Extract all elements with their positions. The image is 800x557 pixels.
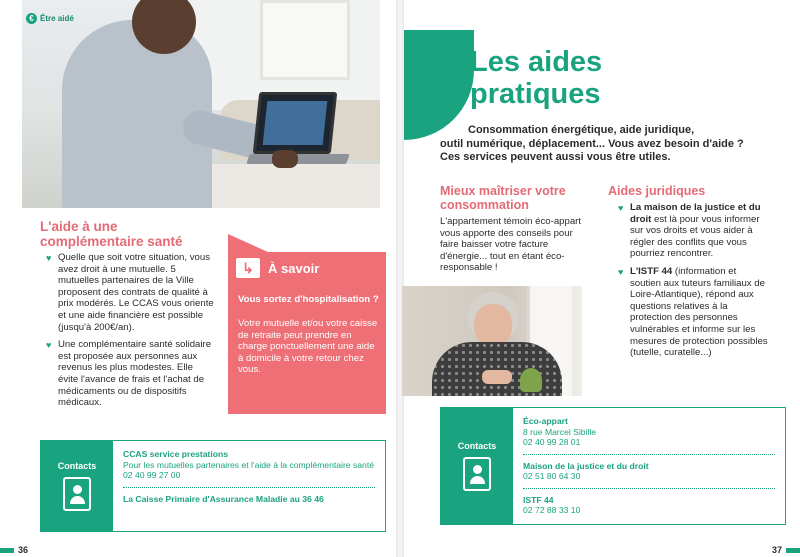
page-number-left: 36 [0,545,28,555]
section-tag [26,13,74,24]
contact-phone: 02 40 99 28 01 [523,437,581,447]
tag-label: Être aidé [40,14,74,23]
legal-list [618,202,768,365]
a-savoir-question: Vous sortez d'hospitalisation ? [238,294,379,305]
list-item: ♥ Quelle que soit votre situation, vous avez droit à une mutuelle. 5 mutuelles partenaires de la Ville proposent des contrats de qualité à prix modérés. Le CCAS vous oriente et une aide financière est possible (jusqu'à 200€/an). [46,252,214,333]
contacts-side [441,408,513,524]
mutuelle-list [46,252,214,415]
contact-name: Éco-appart [523,416,568,426]
list-item: ♥ La maison de la justice et du droit est là pour vous informer sur vos droits et vous aider à régler des conflits que vous pourriez rencontrer. [618,202,761,260]
section-title-mutuelle: L'aide à une complémentaire santé [40,219,183,249]
intro-text: Consommation énergétique, aide juridique, outil numérique, déplacement... Vous avez besoin d'aide ? Ces services peuvent aussi vous être utiles. [440,124,744,163]
contact-name: La Caisse Primaire d'Assurance Maladie au 36 46 [123,493,324,504]
elderly-woman-photo [402,286,582,396]
heart-icon: ♥ [46,253,52,263]
heart-icon: ♥ [618,203,624,213]
contact-card-icon [63,477,91,511]
section-title-energy: Mieux maîtriser votre consommation [440,184,566,212]
contacts-label: Contacts [457,441,497,451]
contacts-side [41,441,113,531]
a-savoir-answer: Votre mutuelle et/ou votre caisse de retraite peut prendre en charge ponctuellement une aide à domicile à votre retour chez vous. [238,318,378,375]
a-savoir-box [228,234,386,414]
contact-name: Maison de la justice et du droit [523,460,649,471]
tag-icon: € [26,13,37,24]
man-laptop-photo [22,0,380,208]
energy-text: L'appartement témoin éco-appart vous apporte des conseils pour faire baisser votre facture d'énergie... tout en étant éco-responsable ! [440,216,582,273]
contact-phone: 02 51 80 64 30 [523,471,581,481]
contacts-label: Contacts [57,461,97,471]
page-title: Les aides pratiques [470,46,603,110]
book-gutter [396,0,404,557]
contact-address: 8 rue Marcel Sibille [523,426,597,437]
heart-icon: ♥ [46,340,52,351]
section-title-legal: Aides juridiques [608,184,706,198]
page-number-right: 37 [772,545,800,555]
contact-name: CCAS service prestations [123,449,229,459]
contact-name: ISTF 44 [523,494,554,505]
contact-phone: 02 40 99 27 00 [123,470,181,480]
a-savoir-heading: À savoir [268,260,320,276]
contact-desc: Pour les mutuelles partenaires et l'aide à la complémentaire santé [123,459,374,470]
contacts-box-right [440,407,786,525]
heart-icon: ♥ [618,266,624,277]
list-item: ♥ L'ISTF 44 (information et soutien aux tuteurs familiaux de Loire-Atlantique), répond aux questions relatives à la protection des personnes vulnérables et informe sur les mesures de protection possibles (tutelle, curatelle...) [618,265,768,359]
contact-card-icon [463,457,491,491]
contact-phone: 02 72 88 33 10 [523,505,581,515]
contacts-box-left [40,440,386,532]
arrow-icon: ↳ [236,258,260,278]
list-item: ♥ Une complémentaire santé solidaire est proposée aux personnes aux revenus les plus modestes. Elle évite l'avance de frais et l'achat de médicaments ou de dispositifs médicaux. [46,339,212,409]
